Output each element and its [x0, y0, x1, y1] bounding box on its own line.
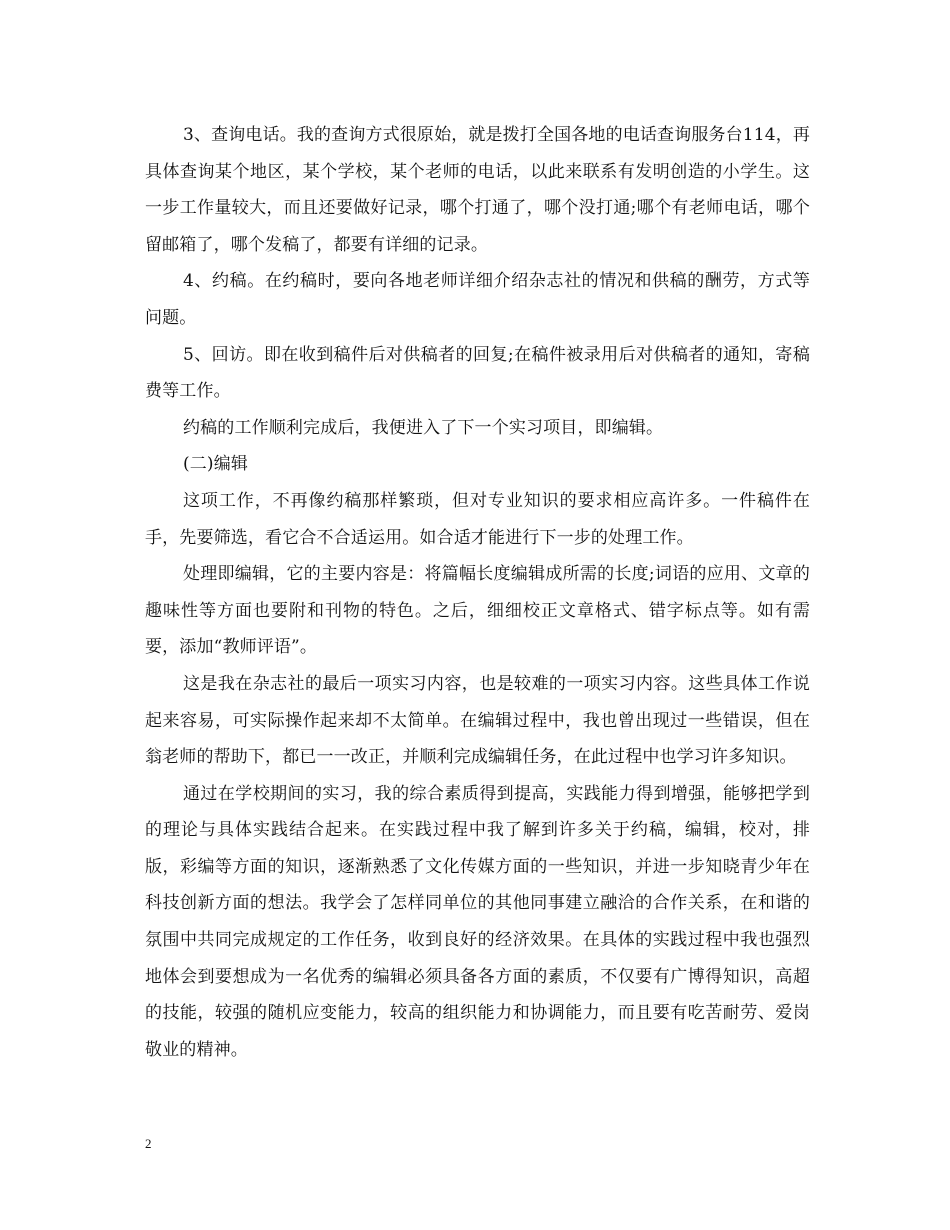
paragraph-editing-experience: 这是我在杂志社的最后一项实习内容，也是较难的一项实习内容。这些具体工作说起来容易，可实际操作起来却不太简单。在编辑过程中，我也曾出现过一些错误，但在翁老师的帮助下，都已一一改正，并顺利完成编辑任务，在此过程中也学习许多知识。: [145, 673, 810, 768]
page-number: 2: [145, 1136, 152, 1151]
paragraph-editing-intro: 这项工作，不再像约稿那样繁琐，但对专业知识的要求相应高许多。一件稿件在手，先要筛选，看它合不合适运用。如合适才能进行下一步的处理工作。: [145, 490, 810, 548]
document-body: [145, 117, 810, 1068]
paragraph-solicit: 4、约稿。在约稿时，要向各地老师详细介绍杂志社的情况和供稿的酬劳，方式等问题。: [145, 271, 810, 328]
paragraph-transition: 约稿的工作顺利完成后，我便进入了下一个实习项目，即编辑。: [183, 417, 664, 438]
paragraph-editing-content: 处理即编辑，它的主要内容是：将篇幅长度编辑成所需的长度;词语的应用、文章的趣味性等方面也要附和刊物的特色。之后，细细校正文章格式、错字标点等。如有需要，添加“教师评语”。: [145, 564, 810, 658]
paragraph-follow-up: 5、回访。即在收到稿件后对供稿者的回复;在稿件被录用后对供稿者的通知，寄稿费等工作。: [145, 344, 810, 402]
paragraph-summary: 通过在学校期间的实习，我的综合素质得到提高，实践能力得到增强，能够把学到的理论与具体实践结合起来。在实践过程中我了解到许多关于约稿，编辑，校对，排版，彩编等方面的知识，逐渐熟悉了文化传媒方面的一些知识，并进一步知晓青少年在科技创新方面的想法。我学会了怎样同单位的其他同事建立融洽的合作关系，在和谐的氛围中共同完成规定的工作任务，收到良好的经济效果。在具体的实践过程中我也强烈地体会到要想成为一名优秀的编辑必须具备各方面的素质，不仅要有广博得知识，高超的技能，较强的随机应变能力，较高的组织能力和协调能力，而且要有吃苦耐劳、爱岗敬业的精神。: [145, 783, 810, 1060]
paragraph-query-phone: 3、查询电话。我的查询方式很原始，就是拨打全国各地的电话查询服务台114，再具体查询某个地区，某个学校，某个老师的电话，以此来联系有发明创造的小学生。这一步工作量较大，而且还要做好记录，哪个打通了，哪个没打通;哪个有老师电话，哪个留邮箱了，哪个发稿了，都要有详细的记录。: [145, 125, 810, 255]
section-heading-editing: (二)编辑: [183, 454, 249, 475]
